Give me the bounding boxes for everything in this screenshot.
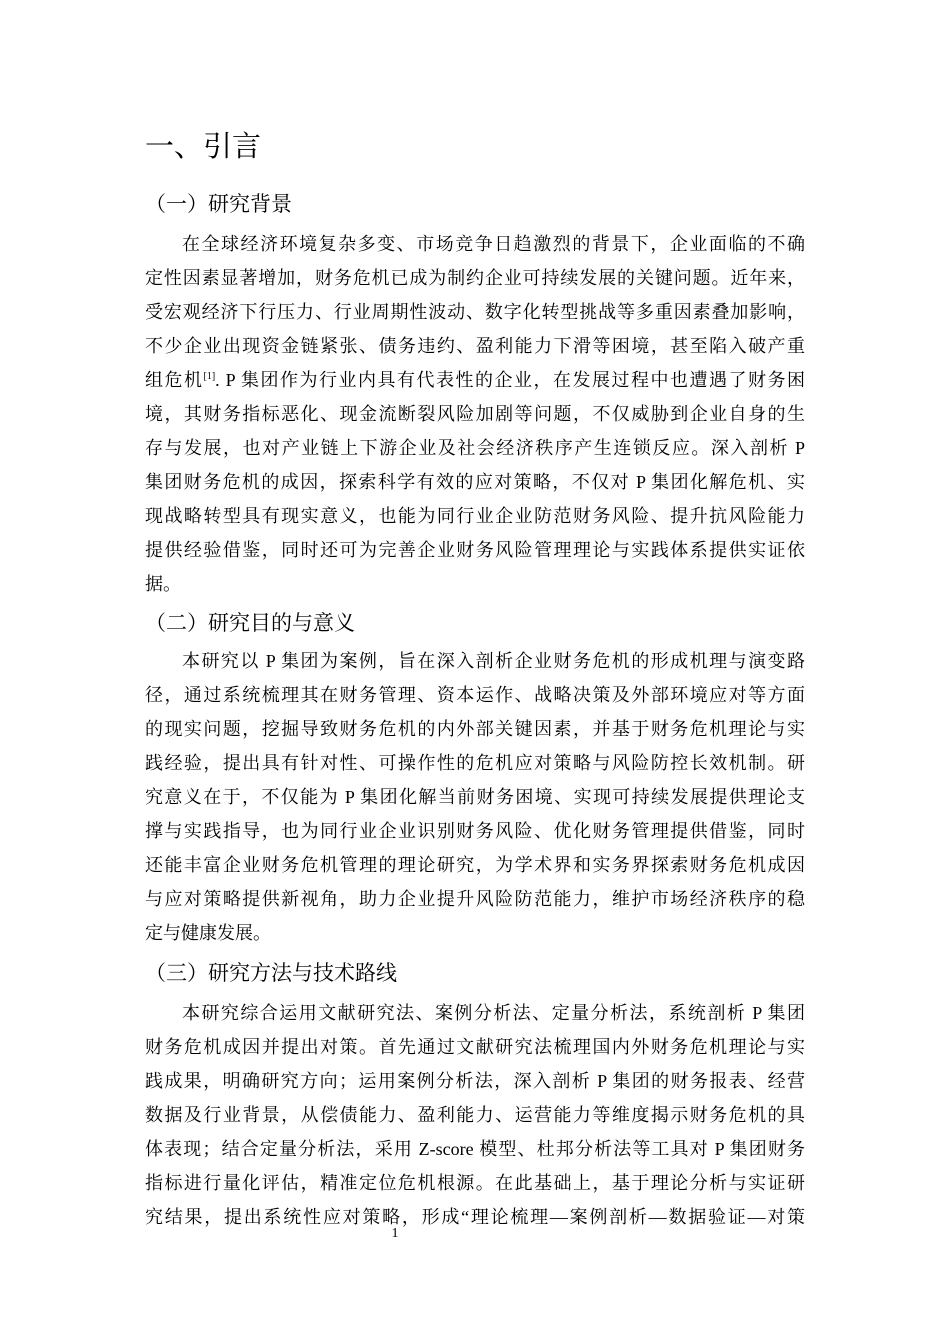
- text-line: 提供经验借鉴，同时还可为完善企业财务风险管理理论与实践体系提供实证依: [145, 540, 805, 560]
- text-line: 的现实问题，挖掘导致财务危机的内外部关键因素，并基于财务危机理论与实: [145, 719, 805, 739]
- text-line: 体表现；结合定量分析法，采用 Z-score 模型、杜邦分析法等工具对 P 集团财务: [145, 1139, 805, 1159]
- text-line: 定性因素显著增加，财务危机已成为制约企业可持续发展的关键问题。近年来，: [145, 268, 805, 288]
- text-line: 撑与实践指导，也为同行业企业识别财务风险、优化财务管理提供借鉴，同时: [145, 821, 805, 841]
- text-line: 存与发展，也对产业链上下游企业及社会经济秩序产生连锁反应。深入剖析 P: [145, 438, 805, 458]
- text-line: 践成果，明确研究方向；运用案例分析法，深入剖析 P 集团的财务报表、经营: [145, 1071, 805, 1091]
- text-line: 数据及行业背景，从偿债能力、盈利能力、运营能力等维度揭示财务危机的具: [145, 1105, 805, 1125]
- text-line-with-citation: [145, 363, 805, 397]
- text-line: 据。: [145, 574, 181, 594]
- text-line: 究结果，提出系统性应对策略，形成“理论梳理—案例剖析—数据验证—对策: [145, 1207, 805, 1227]
- text-line: 还能丰富企业财务危机管理的理论研究，为学术界和实务界探索财务危机成因: [145, 855, 805, 875]
- text-line: 定与健康发展。: [145, 923, 271, 943]
- chapter-heading: 一、引言: [145, 129, 262, 163]
- text-line: 现战略转型具有现实意义，也能为同行业企业防范财务风险、提升抗风险能力: [145, 506, 805, 526]
- text-line: 践经验，提出具有针对性、可操作性的危机应对策略与风险防控长效机制。研: [145, 753, 805, 773]
- section-title-methods: （三）研究方法与技术路线: [145, 961, 397, 985]
- text-line: 与应对策略提供新视角，助力企业提升风险防范能力，维护市场经济秩序的稳: [145, 889, 805, 909]
- text-line: 本研究以 P 集团为案例，旨在深入剖析企业财务危机的形成机理与演变路: [182, 651, 805, 671]
- text-line: 受宏观经济下行压力、行业周期性波动、数字化转型挑战等多重因素叠加影响，: [145, 302, 805, 322]
- text-line: 本研究综合运用文献研究法、案例分析法、定量分析法，系统剖析 P 集团: [182, 1003, 805, 1023]
- text-line: 在全球经济环境复杂多变、市场竞争日趋激烈的背景下，企业面临的不确: [182, 234, 805, 254]
- page-number: 1: [391, 1226, 399, 1241]
- paragraph-methods: [145, 996, 805, 1234]
- section-title-purpose: （二）研究目的与意义: [145, 611, 355, 635]
- text-segment: . P 集团作为行业内具有代表性的企业，在发展过程中也遭遇了财务困: [215, 370, 805, 390]
- text-line: 境，其财务指标恶化、现金流断裂风险加剧等问题，不仅威胁到企业自身的生: [145, 404, 805, 424]
- text-line: 径，通过系统梳理其在财务管理、资本运作、战略决策及外部环境应对等方面: [145, 685, 805, 705]
- paragraph-purpose: [145, 644, 805, 950]
- text-segment: 组危机: [145, 370, 204, 390]
- text-line: 指标进行量化评估，精准定位危机根源。在此基础上，基于理论分析与实证研: [145, 1173, 805, 1193]
- text-line: 财务危机成因并提出对策。首先通过文献研究法梳理国内外财务危机理论与实: [145, 1037, 805, 1057]
- text-line: 究意义在于，不仅能为 P 集团化解当前财务困境、实现可持续发展提供理论支: [145, 787, 805, 807]
- text-line: 不少企业出现资金链紧张、债务违约、盈利能力下滑等困境，甚至陷入破产重: [145, 336, 805, 356]
- text-line: 集团财务危机的成因，探索科学有效的应对策略，不仅对 P 集团化解危机、实: [145, 472, 805, 492]
- citation-mark: [1]: [203, 371, 216, 382]
- paragraph-background: [145, 227, 805, 601]
- section-title-background: （一）研究背景: [145, 192, 292, 216]
